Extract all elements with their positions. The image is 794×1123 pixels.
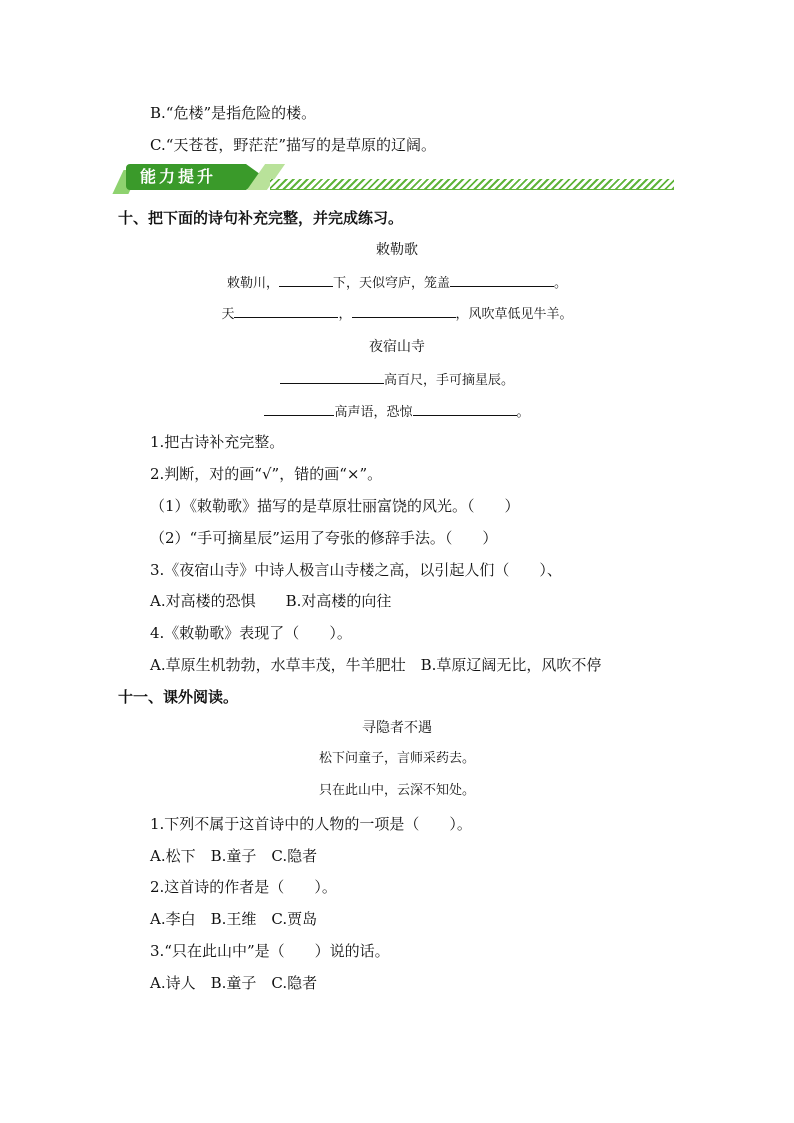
poem-3-line-2: 只在此山中，云深不知处。 — [318, 783, 475, 798]
question-11-3: 3.“只在此山中”是（ ）说的话。 — [150, 942, 390, 960]
option-c: C.“天苍苍，野茫茫”描写的是草原的辽阔。 — [150, 136, 437, 154]
poem-1-line-2-b: ， — [338, 307, 352, 322]
poem-1-line-1-a: 敕勒川， — [226, 276, 279, 291]
fill-blank[interactable] — [352, 303, 456, 318]
poem-3-line-1: 松下问童子，言师采药去。 — [318, 751, 475, 766]
fill-blank[interactable] — [450, 272, 554, 287]
fill-blank[interactable] — [279, 272, 333, 287]
fill-blank[interactable] — [413, 401, 517, 416]
section-10-title: 十、把下面的诗句补充完整，并完成练习。 — [118, 209, 404, 227]
poem-2-line-1 — [0, 369, 794, 391]
poem-2-title: 夜宿山寺 — [369, 339, 425, 355]
poem-1-title: 敕勒歌 — [376, 242, 418, 258]
question-10-2: 2.判断，对的画“√”，错的画“×”。 — [150, 465, 383, 483]
question-10-1: 1.把古诗补充完整。 — [150, 433, 285, 451]
poem-2-line-2 — [0, 401, 794, 423]
poem-3-title: 寻隐者不遇 — [362, 720, 432, 736]
fill-blank[interactable] — [280, 369, 384, 384]
section-11-title: 十一、课外阅读。 — [118, 688, 239, 706]
question-10-3: 3.《夜宿山寺》中诗人极言山寺楼之高，以引起人们（ ）、 — [150, 561, 562, 579]
banner-underline — [270, 189, 674, 190]
fill-blank[interactable] — [234, 303, 338, 318]
poem-2-line-2-c: 。 — [516, 405, 530, 420]
question-10-4-options: A.草原生机勃勃，水草丰茂，牛羊肥壮 B.草原辽阔无比，风吹不停 — [150, 656, 602, 674]
poem-1-line-2-a: 天 — [221, 307, 235, 322]
poem-1-line-2 — [0, 303, 794, 325]
question-11-1: 1.下列不属于这首诗中的人物的一项是（ ）。 — [150, 815, 472, 833]
poem-1-line-1-c: 。 — [554, 276, 568, 291]
question-10-4: 4.《敕勒歌》表现了（ ）。 — [150, 624, 352, 642]
banner-hatch-pattern — [270, 179, 674, 189]
question-10-2-2: （2）“手可摘星辰”运用了夸张的修辞手法。（ ） — [150, 529, 498, 547]
section-banner — [118, 162, 678, 194]
poem-2-line-2-b: 高声语，恐惊 — [334, 405, 413, 420]
question-11-2: 2.这首诗的作者是（ ）。 — [150, 878, 337, 896]
banner-label: 能力提升 — [126, 164, 246, 190]
question-11-3-options: A.诗人 B.童子 C.隐者 — [150, 974, 318, 992]
fill-blank[interactable] — [264, 401, 334, 416]
question-11-2-options: A.李白 B.王维 C.贾岛 — [150, 910, 318, 928]
option-b: B.“危楼”是指危险的楼。 — [150, 104, 317, 122]
poem-2-line-1-b: 高百尺，手可摘星辰。 — [383, 373, 514, 388]
poem-1-line-1 — [0, 272, 794, 294]
question-10-3-options: A.对高楼的恐惧 B.对高楼的向往 — [150, 592, 392, 610]
poem-1-line-1-b: 下，天似穹庐，笼盖 — [332, 276, 450, 291]
question-10-2-1: （1）《敕勒歌》描写的是草原壮丽富饶的风光。（ ） — [150, 497, 520, 515]
poem-1-line-2-c: ，风吹草低见牛羊。 — [455, 307, 573, 322]
question-11-1-options: A.松下 B.童子 C.隐者 — [150, 847, 318, 865]
